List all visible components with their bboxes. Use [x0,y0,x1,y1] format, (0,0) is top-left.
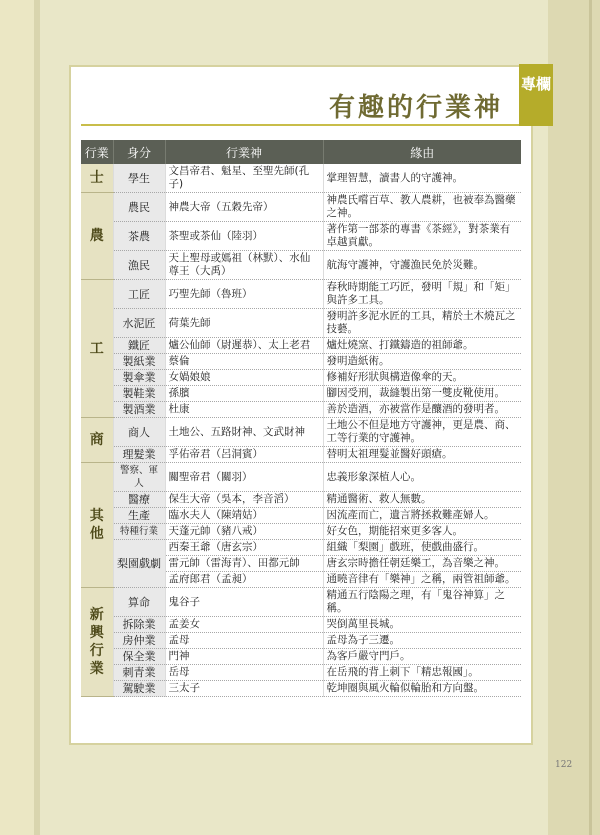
deity-cell: 鬼谷子 [165,588,323,617]
category-cell: 新興行業 [81,588,113,697]
table-row [81,588,521,617]
deity-cell: 孟姜女 [165,617,323,633]
identity-cell: 工匠 [113,280,165,309]
page-title: 有趣的行業神 [328,93,503,123]
left-decorative-stripe [0,0,34,835]
deity-cell: 爐公仙師（尉遲恭）、太上老君 [165,338,323,354]
column-tab: 專欄 [519,64,553,126]
reason-cell: 好女色，期能招來更多客人。 [323,524,521,540]
reason-cell: 組織「梨園」戲班，使戲曲盛行。 [323,540,521,556]
reason-cell: 通曉音律有「樂神」之稱，兩管祖師爺。 [323,572,521,588]
deity-cell: 天蓬元帥（豬八戒） [165,524,323,540]
reason-cell: 發明造紙術。 [323,354,521,370]
identity-cell: 漁民 [113,251,165,280]
category-cell: 工 [81,280,113,418]
table-row [81,617,521,633]
deity-cell: 女媧娘娘 [165,370,323,386]
category-cell: 商 [81,418,113,463]
identity-cell: 製紙業 [113,354,165,370]
reason-cell: 精通醫術、救人無數。 [323,492,521,508]
reason-cell: 爐灶燒窯、打鐵鑄造的祖師爺。 [323,338,521,354]
reason-cell: 唐玄宗時擔任朝廷樂工，為音樂之神。 [323,556,521,572]
deity-cell: 蔡倫 [165,354,323,370]
header-industry: 行業 [81,140,113,164]
table-row [81,309,521,338]
table-row [81,665,521,681]
identity-cell: 醫療 [113,492,165,508]
table-row [81,354,521,370]
deity-cell: 孟母 [165,633,323,649]
table-row [81,492,521,508]
deity-cell: 三太子 [165,681,323,697]
identity-cell: 生產 [113,508,165,524]
deity-cell: 孚佑帝君（呂洞賓） [165,447,323,463]
identity-cell: 鐵匠 [113,338,165,354]
table-row [81,540,521,556]
left-decorative-stripe-edge [34,0,40,835]
table-row [81,463,521,492]
header-deity: 行業神 [165,140,323,164]
deity-cell: 保生大帝（吳本，李音滔） [165,492,323,508]
table-row [81,402,521,418]
reason-cell: 善於造酒，亦被當作是釀酒的發明者。 [323,402,521,418]
reason-cell: 航海守護神，守護漁民免於災難。 [323,251,521,280]
deity-cell: 荷葉先師 [165,309,323,338]
identity-cell: 刺青業 [113,665,165,681]
deity-cell: 孫臏 [165,386,323,402]
category-cell: 農 [81,193,113,280]
table-row [81,524,521,540]
reason-cell: 精通五行陰陽之理，有「鬼谷神算」之稱。 [323,588,521,617]
deity-cell: 巧聖先師（魯班） [165,280,323,309]
table-header-row [81,140,521,164]
page-number: 122 [555,760,573,770]
deity-cell: 土地公、五路財神、文武財神 [165,418,323,447]
identity-cell: 商人 [113,418,165,447]
reason-cell: 在岳飛的背上刺下「精忠報國」。 [323,665,521,681]
table-row [81,649,521,665]
identity-cell: 水泥匠 [113,309,165,338]
identity-cell: 算命 [113,588,165,617]
table-row [81,633,521,649]
reason-cell: 腳因受刑，裁縫製出第一雙皮靴使用。 [323,386,521,402]
identity-cell: 特種行業 [113,524,165,540]
identity-cell: 學生 [113,164,165,193]
table-row [81,447,521,463]
reason-cell: 掌理智慧，讀書人的守護神。 [323,164,521,193]
table-row [81,508,521,524]
deity-cell: 岳母 [165,665,323,681]
identity-cell: 農民 [113,193,165,222]
deity-table [81,140,521,697]
identity-cell: 茶農 [113,222,165,251]
table-row [81,681,521,697]
deity-cell: 關聖帝君（關羽） [165,463,323,492]
content-card [69,65,533,745]
right-decorative-line [589,0,592,835]
table-row [81,338,521,354]
reason-cell: 神農氏嚐百草、教人農耕，也被奉為醫藥之神。 [323,193,521,222]
identity-cell: 保全業 [113,649,165,665]
deity-cell: 杜康 [165,402,323,418]
deity-cell: 茶聖或茶仙（陸羽） [165,222,323,251]
table-row [81,386,521,402]
deity-cell: 門神 [165,649,323,665]
identity-cell: 製酒業 [113,402,165,418]
reason-cell: 春秋時期能工巧匠，發明「規」和「矩」與許多工具。 [323,280,521,309]
reason-cell: 修補好形狀與構造像傘的天。 [323,370,521,386]
table-row [81,370,521,386]
identity-cell: 拆除業 [113,617,165,633]
identity-cell: 警察、軍人 [113,463,165,492]
table-row [81,193,521,222]
table-row [81,222,521,251]
table-row [81,251,521,280]
reason-cell: 替明太祖理髮並醫好頭瘡。 [323,447,521,463]
header-identity: 身分 [113,140,165,164]
reason-cell: 土地公不但是地方守護神，更是農、商、工等行業的守護神。 [323,418,521,447]
identity-cell: 製鞋業 [113,386,165,402]
table-row [81,418,521,447]
reason-cell: 忠義形象深植人心。 [323,463,521,492]
reason-cell: 哭倒萬里長城。 [323,617,521,633]
reason-cell: 著作第一部茶的專書《茶經》，對茶業有卓越貢獻。 [323,222,521,251]
deity-cell: 孟府郎君（孟昶） [165,572,323,588]
header-reason: 緣由 [323,140,521,164]
deity-cell: 西秦王爺（唐玄宗） [165,540,323,556]
identity-cell: 理髮業 [113,447,165,463]
right-decorative-bar [548,0,600,835]
table-row [81,280,521,309]
identity-cell: 製傘業 [113,370,165,386]
reason-cell: 發明許多泥水匠的工具，精於土木燒瓦之技藝。 [323,309,521,338]
identity-cell: 梨園戲劇 [113,540,165,588]
reason-cell: 乾坤圈與風火輪似輪胎和方向盤。 [323,681,521,697]
reason-cell: 為客戶嚴守門戶。 [323,649,521,665]
deity-cell: 神農大帝（五穀先帝） [165,193,323,222]
deity-cell: 文昌帝君、魁星、至聖先師(孔子) [165,164,323,193]
deity-cell: 臨水夫人（陳靖姑） [165,508,323,524]
deity-cell: 天上聖母或媽祖（林默）、水仙尊王（大禹） [165,251,323,280]
identity-cell: 駕駛業 [113,681,165,697]
title-underline [81,124,521,126]
reason-cell: 因流產而亡，遺言將拯救難產婦人。 [323,508,521,524]
deity-cell: 雷元帥（雷海青）、田都元帥 [165,556,323,572]
reason-cell: 孟母為子三遷。 [323,633,521,649]
category-cell: 士 [81,164,113,193]
category-cell: 其他 [81,463,113,588]
table-row [81,164,521,193]
identity-cell: 房仲業 [113,633,165,649]
